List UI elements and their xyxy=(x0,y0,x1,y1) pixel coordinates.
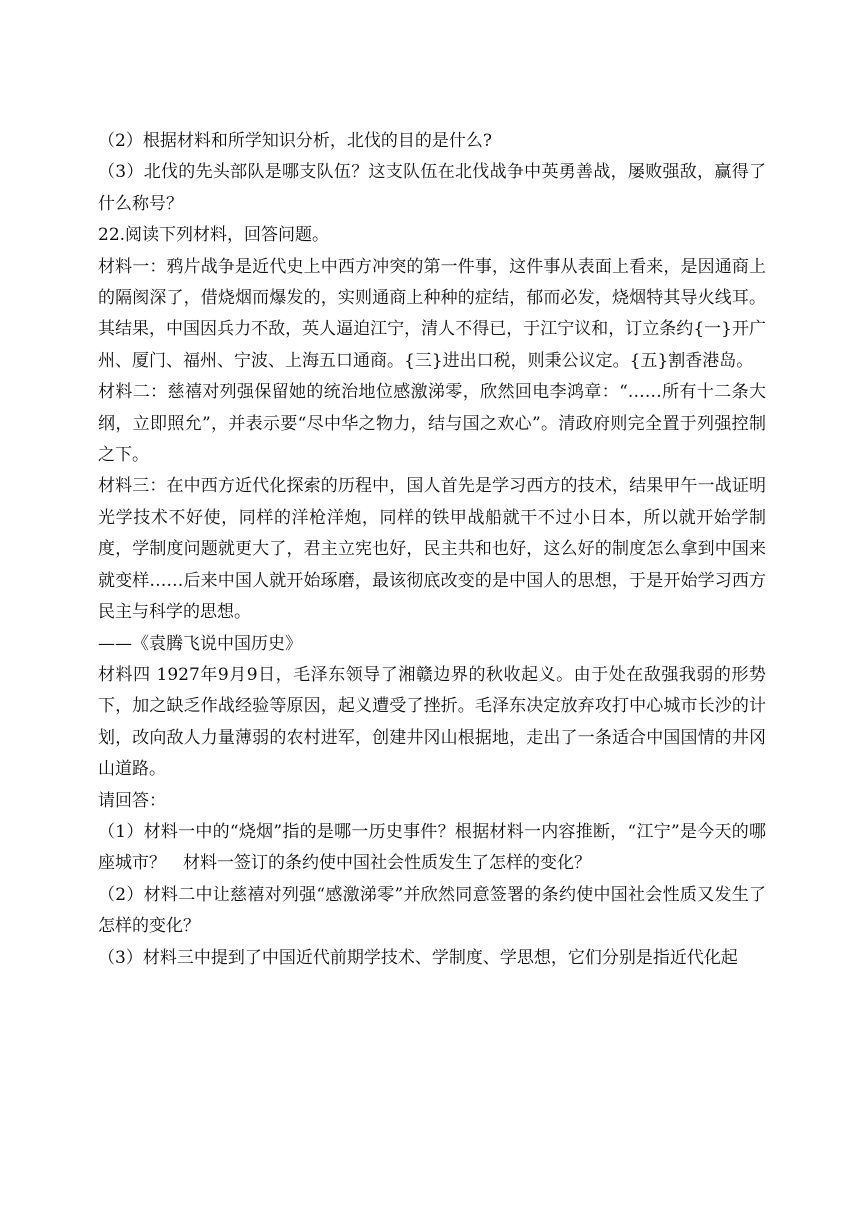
answer-prompt: 请回答： xyxy=(98,790,166,811)
material-1: 材料一：鸦片战争是近代史上中西方冲突的第一件事，这件事从表面上看来，是因通商上的隔阂深了，借烧烟而爆发的，实则通商上种种的症结，郁而必发，烧烟特其导火线耳。其结果，中国因兵力不敌，英人逼迫江宁，清人不得已，于江宁议和，订立条约{一}开广州、厦门、福州、宁波、上海五口通商。{三}进出口税，则秉公议定。{五}割香港岛。 xyxy=(98,256,766,371)
document-body xyxy=(98,126,766,974)
material-3: 材料三：在中西方近代化探索的历程中，国人首先是学习西方的技术，结果甲午一战证明光学技术不好使，同样的洋枪洋炮，同样的铁甲战船就干不过小日本，所以就开始学制度，学制度问题就更大了，君主立宪也好，民主共和也好，这么好的制度怎么拿到中国来就变样……后来中国人就开始琢磨，最该彻底改变的是中国人的思想，于是开始学习西方民主与科学的思想。 xyxy=(98,476,766,623)
question-3-vanguard: （3）北伐的先头部队是哪支队伍？这支队伍在北伐战争中英勇善战，屡败强敌，赢得了什么称号？ xyxy=(98,162,766,214)
sub-question-2: （2）材料二中让慈禧对列强“感激涕零”并欣然同意签署的条约使中国社会性质又发生了怎样的变化？ xyxy=(98,884,766,937)
question-22-heading: 22.阅读下列材料，回答问题。 xyxy=(98,225,330,246)
material-2: 材料二：慈禧对列强保留她的统治地位感激涕零，欣然回电李鸿章：“……所有十二条大纲，立即照允”，并表示要“尽中华之物力，结与国之欢心”。清政府则完全置于列强控制之下。 xyxy=(98,382,766,466)
sub-question-1: （1）材料一中的“烧烟”指的是哪一历史事件？根据材料一内容推断，“江宁”是今天的哪座城市？ 材料一签订的条约使中国社会性质发生了怎样的变化？ xyxy=(98,821,766,874)
material-3-source: ——《袁腾飞说中国历史》 xyxy=(98,633,302,654)
material-4: 材料四 1927年9月9日，毛泽东领导了湘赣边界的秋收起义。由于处在敌强我弱的形势下，加之缺乏作战经验等原因，起义遭受了挫折。毛泽东决定放弃攻打中心城市长沙的计划，改向敌人力量薄弱的农村进军，创建井冈山根据地，走出了一条适合中国国情的井冈山道路。 xyxy=(98,664,766,780)
sub-question-3: （3）材料三中提到了中国近代前期学技术、学制度、学思想，它们分别是指近代化起 xyxy=(98,947,738,968)
question-2-purpose: （2）根据材料和所学知识分析，北伐的目的是什么? xyxy=(98,131,492,151)
